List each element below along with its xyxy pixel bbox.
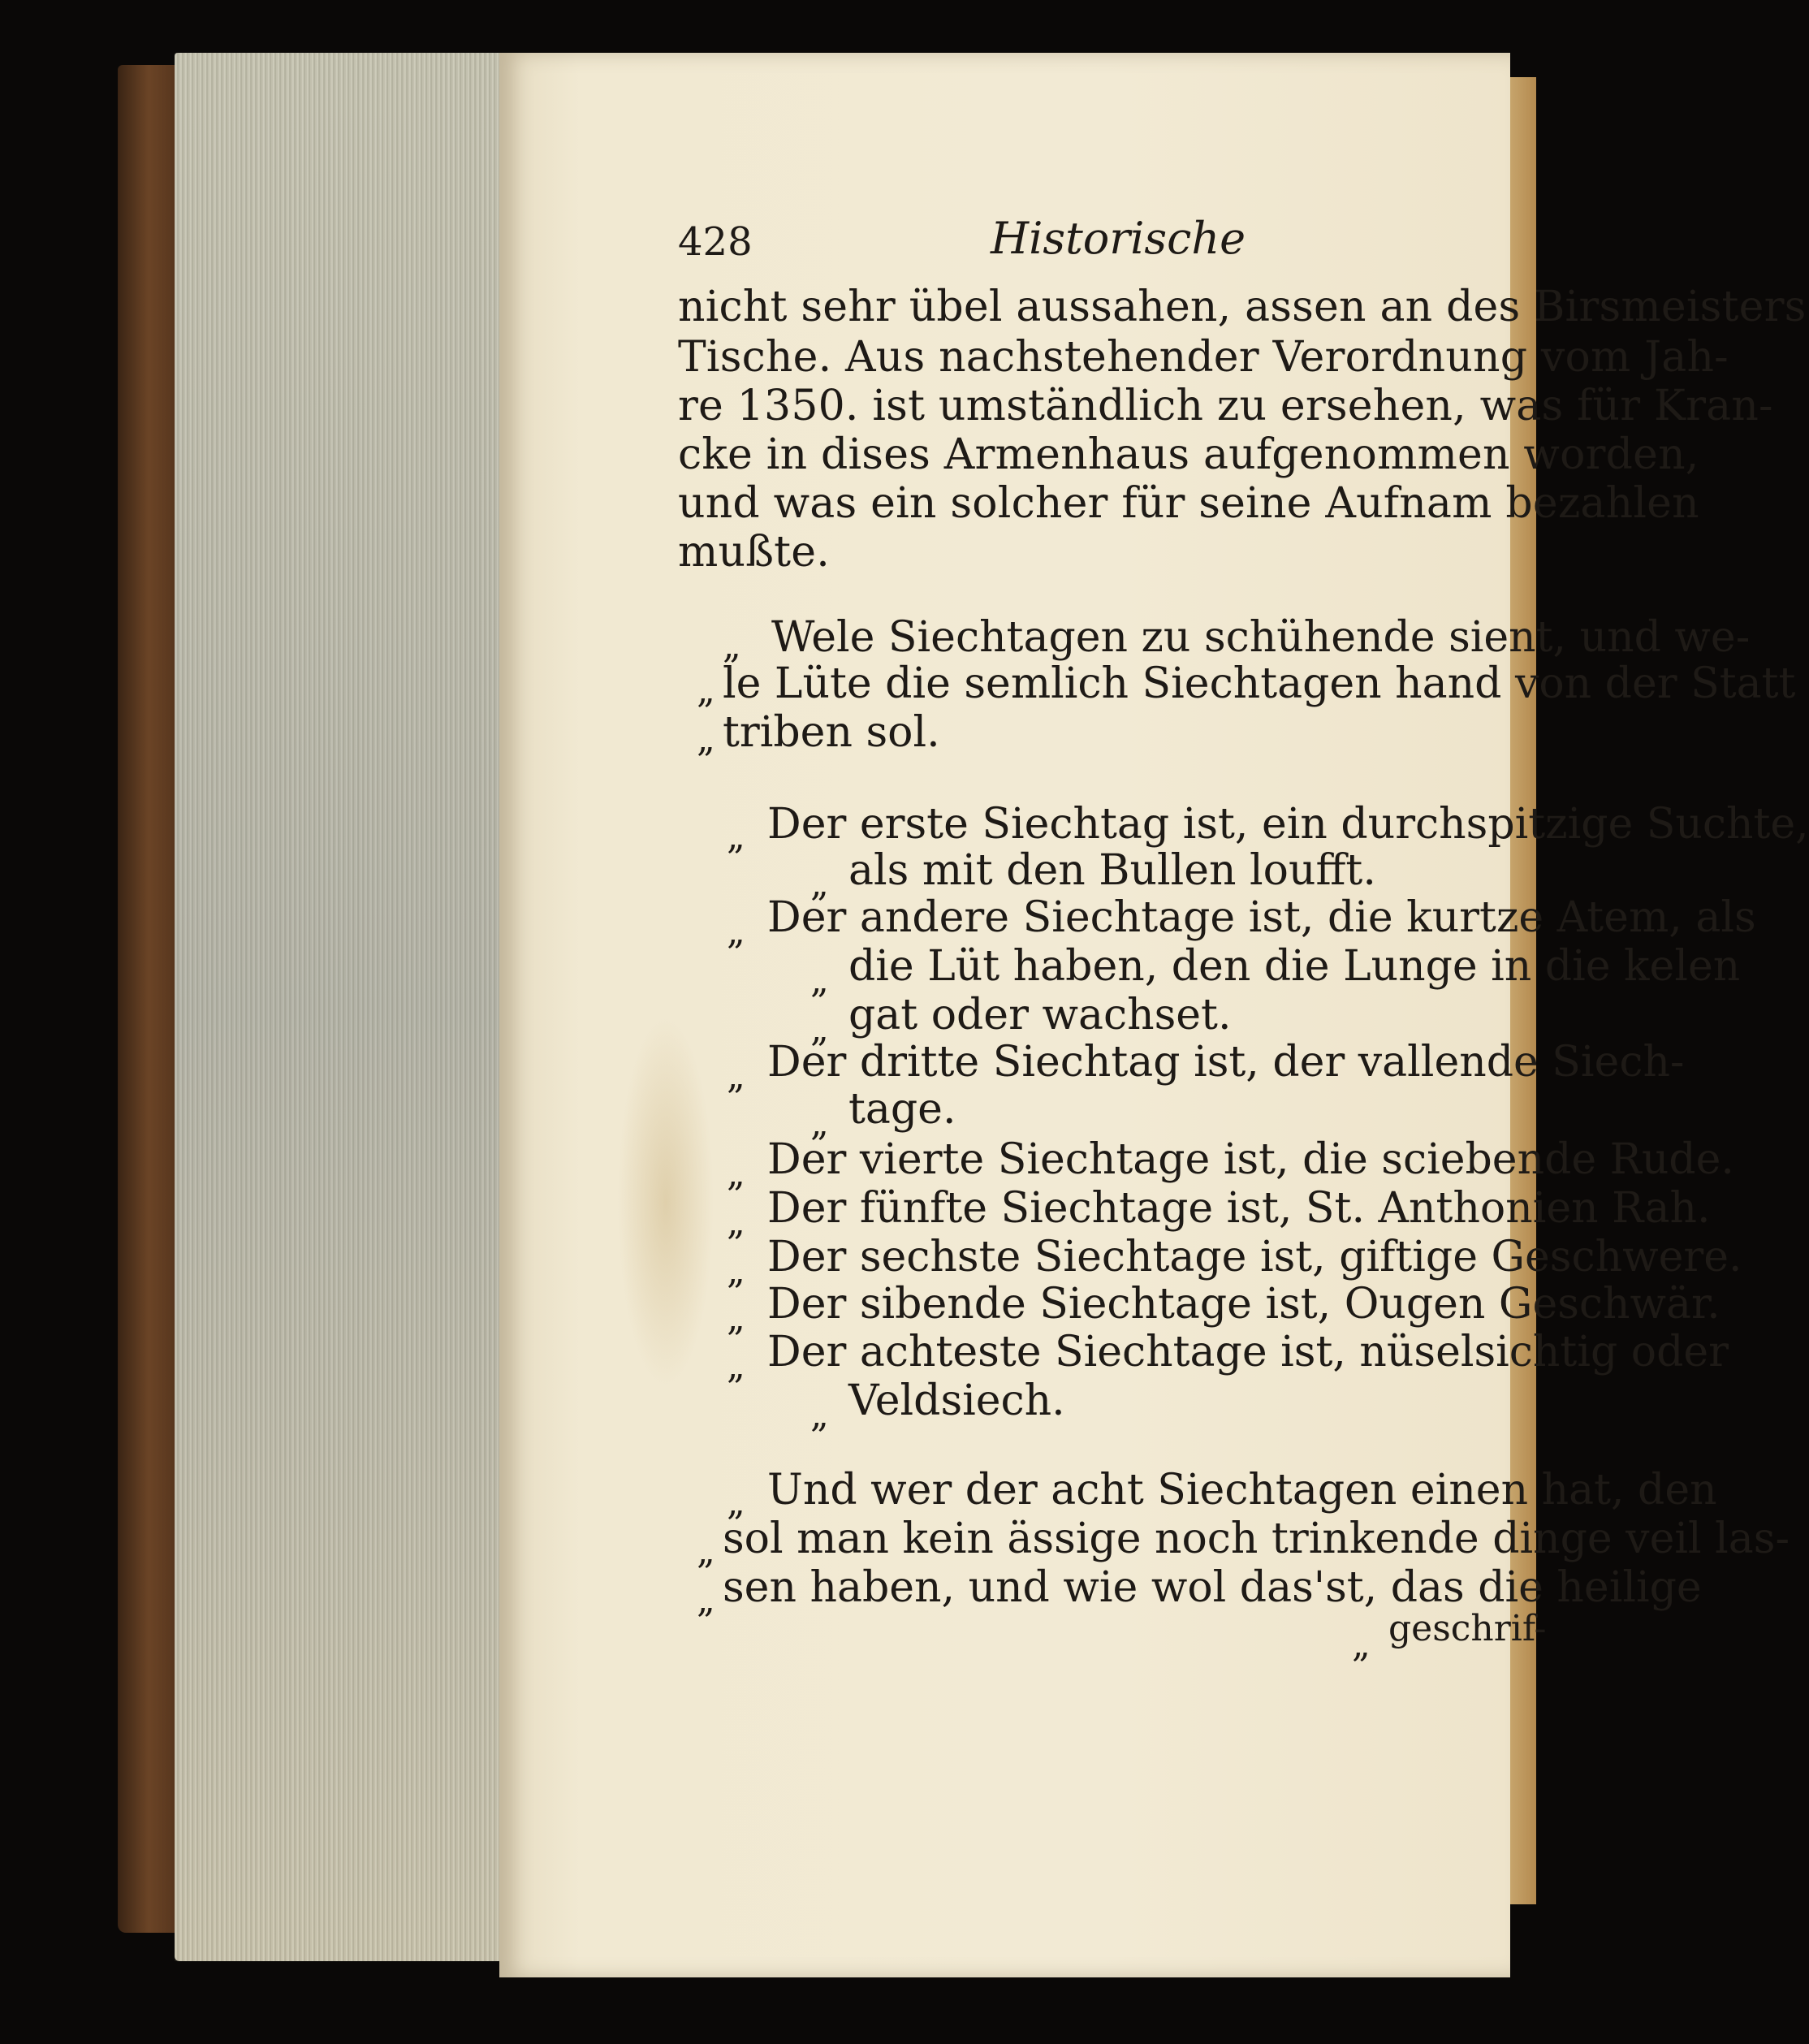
quote-mark: „ [810,1394,829,1436]
paragraph-line: re 1350. ist umständlich zu ersehen, was für Kran- [678,382,1773,430]
list-item: Der vierte Siechtage ist, die sciebende Rude. [767,1135,1734,1184]
quote-mark: „ [727,911,745,953]
quote-mark: „ [810,863,829,905]
quote-mark: „ [697,719,715,760]
quote-mark: „ [727,1153,745,1195]
quote-mark: „ [727,1056,745,1097]
paragraph-line: nicht sehr übel aussahen, assen an des Birsmeisters [678,283,1807,331]
quote-mark: „ [727,1482,745,1523]
quote-mark: „ [810,1103,829,1144]
list-item: als mit den Bullen loufft. [848,846,1376,895]
quote-mark: „ [727,1346,745,1387]
quote-mark: „ [697,1579,715,1621]
quote-mark: „ [1352,1624,1371,1666]
list-item: Veldsiech. [848,1376,1065,1425]
quote-mark: „ [697,670,715,711]
quote-mark: „ [723,625,741,667]
quote-mark: „ [727,816,745,858]
quote-line: Wele Siechtagen zu schühende sient, und we- [771,613,1751,662]
list-item: Der erste Siechtag ist, ein durchspitzige Suchte, [767,800,1809,849]
paragraph-line: cke in dises Armenhaus aufgenommen worden, [678,430,1699,479]
quote-line: triben sol. [723,708,940,757]
quote-mark: „ [727,1251,745,1292]
list-item: Der sibende Siechtage ist, Ougen Geschwär. [767,1280,1720,1329]
page-block-edge [175,53,503,1961]
quote-mark: „ [727,1298,745,1339]
list-item: Der dritte Siechtag ist, der vallende Siech- [767,1038,1685,1087]
paragraph-line: Tische. Aus nachstehender Verordnung vom Jah- [678,333,1729,382]
quote-mark: „ [697,1531,715,1572]
list-item: Der fünfte Siechtage ist, St. Anthonien Rah. [767,1184,1711,1233]
list-item: Der sechste Siechtage ist, giftige Geschwere. [767,1233,1742,1281]
list-item: Der achteste Siechtage ist, nüselsichtig oder [767,1328,1729,1376]
quote-line: le Lüte die semlich Siechtagen hand von der Statt [723,659,1796,708]
list-item: Der andere Siechtage ist, die kurtze Atem, als [767,893,1756,942]
paragraph-line: mußte. [678,528,830,577]
page-number: 428 [678,219,753,265]
quote-mark: „ [810,960,829,1001]
water-stain [617,1015,715,1389]
quote-mark: „ [727,1202,745,1243]
list-item: die Lüt haben, den die Lunge in die kelen [848,942,1741,991]
list-item: gat oder wachset. [848,991,1232,1039]
quote-line: sen haben, und wie wol das'st, das die heilige [723,1563,1702,1612]
quote-mark: „ [810,1009,829,1050]
catchword: geschrif- [1388,1608,1547,1649]
paragraph-line: und was ein solcher für seine Aufnam bezahlen [678,479,1699,528]
quote-line: sol man kein ässige noch trinkende dinge veil las- [723,1515,1790,1563]
list-item: tage. [848,1085,956,1134]
running-title: Historische [991,213,1246,264]
quote-line: Und wer der acht Siechtagen einen hat, den [767,1466,1717,1515]
